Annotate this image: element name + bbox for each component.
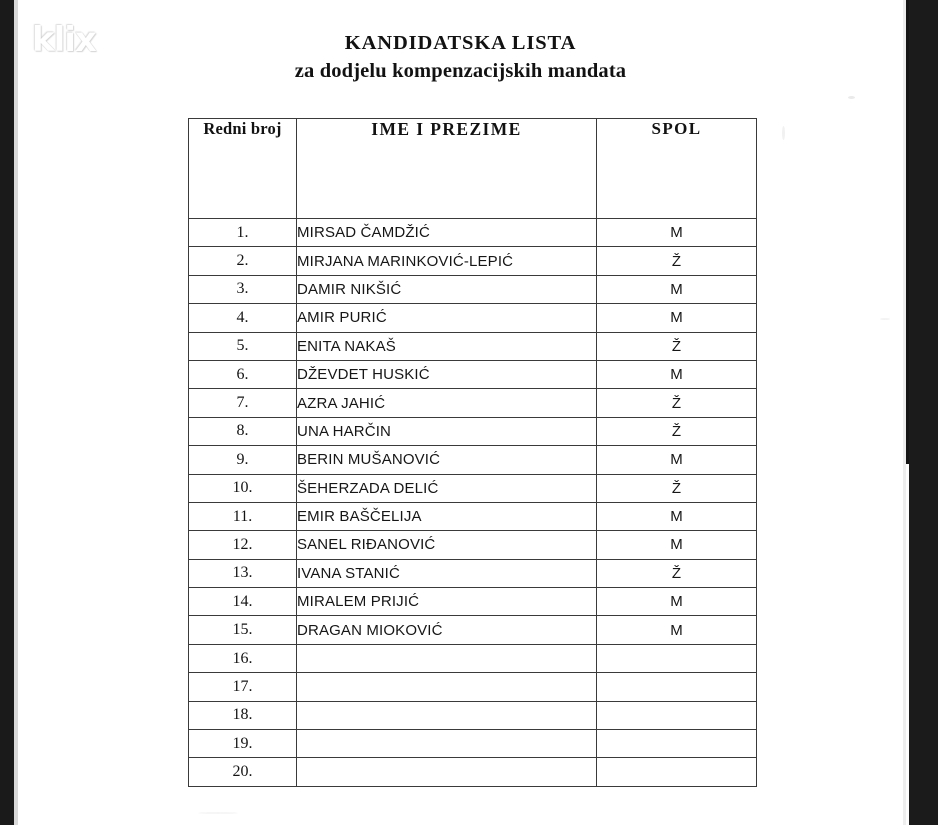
table-row bbox=[189, 616, 757, 644]
cell-row-number: 14. bbox=[189, 588, 297, 616]
cell-candidate-name: MIRSAD ČAMDŽIĆ bbox=[297, 219, 597, 247]
candidate-list-table-container bbox=[188, 118, 756, 787]
cell-candidate-name: AZRA JAHIĆ bbox=[297, 389, 597, 417]
cell-candidate-sex: Ž bbox=[597, 474, 757, 502]
scan-artifact-speck bbox=[782, 126, 785, 140]
cell-candidate-sex: M bbox=[597, 502, 757, 530]
cell-candidate-name: IVANA STANIĆ bbox=[297, 559, 597, 587]
cell-candidate-sex bbox=[597, 644, 757, 672]
cell-row-number: 16. bbox=[189, 644, 297, 672]
table-row bbox=[189, 701, 757, 729]
column-header-number bbox=[189, 119, 297, 219]
cell-candidate-sex: M bbox=[597, 446, 757, 474]
table-row bbox=[189, 247, 757, 275]
paper-sheet bbox=[18, 0, 903, 825]
cell-row-number: 15. bbox=[189, 616, 297, 644]
column-header-sex-label: SPOL bbox=[651, 119, 702, 138]
cell-candidate-name: BERIN MUŠANOVIĆ bbox=[297, 446, 597, 474]
column-header-name-label: IME I PREZIME bbox=[371, 119, 522, 139]
title-subtitle: za dodjelu kompenzacijskih mandata bbox=[294, 60, 627, 83]
scan-edge-band-right bbox=[909, 0, 938, 825]
cell-candidate-name: DRAGAN MIOKOVIĆ bbox=[297, 616, 597, 644]
table-row bbox=[189, 474, 757, 502]
table-row bbox=[189, 559, 757, 587]
cell-candidate-name: DŽEVDET HUSKIĆ bbox=[297, 360, 597, 388]
cell-candidate-sex bbox=[597, 701, 757, 729]
table-header-row bbox=[189, 119, 757, 219]
cell-row-number: 1. bbox=[189, 219, 297, 247]
cell-candidate-sex: M bbox=[597, 616, 757, 644]
cell-candidate-name: AMIR PURIĆ bbox=[297, 304, 597, 332]
cell-row-number: 20. bbox=[189, 758, 297, 786]
cell-candidate-sex bbox=[597, 758, 757, 786]
scan-artifact-speck bbox=[848, 96, 855, 99]
column-header-number-label: Redni broj bbox=[203, 119, 282, 138]
cell-candidate-sex bbox=[597, 673, 757, 701]
cell-candidate-sex: Ž bbox=[597, 559, 757, 587]
cell-row-number: 18. bbox=[189, 701, 297, 729]
table-row bbox=[189, 531, 757, 559]
cell-candidate-name bbox=[297, 673, 597, 701]
title-primary: KANDIDATSKA LISTA bbox=[344, 32, 577, 54]
document-title bbox=[18, 30, 903, 84]
cell-candidate-sex: M bbox=[597, 531, 757, 559]
cell-row-number: 12. bbox=[189, 531, 297, 559]
cell-candidate-sex: Ž bbox=[597, 247, 757, 275]
cell-candidate-name bbox=[297, 730, 597, 758]
table-row bbox=[189, 502, 757, 530]
cell-candidate-name: DAMIR NIKŠIĆ bbox=[297, 275, 597, 303]
cell-row-number: 11. bbox=[189, 502, 297, 530]
table-row bbox=[189, 360, 757, 388]
cell-candidate-name bbox=[297, 644, 597, 672]
cell-candidate-sex: M bbox=[597, 304, 757, 332]
cell-candidate-name bbox=[297, 701, 597, 729]
table-row bbox=[189, 730, 757, 758]
table-row bbox=[189, 644, 757, 672]
candidate-list-table bbox=[188, 118, 757, 787]
table-row bbox=[189, 275, 757, 303]
cell-row-number: 19. bbox=[189, 730, 297, 758]
column-header-name bbox=[297, 119, 597, 219]
table-row bbox=[189, 332, 757, 360]
scan-artifact-speck bbox=[880, 318, 890, 320]
table-row bbox=[189, 673, 757, 701]
table-row bbox=[189, 446, 757, 474]
cell-candidate-name: MIRALEM PRIJIĆ bbox=[297, 588, 597, 616]
cell-candidate-name: EMIR BAŠČELIJA bbox=[297, 502, 597, 530]
table-header bbox=[189, 119, 757, 219]
cell-candidate-sex: M bbox=[597, 219, 757, 247]
cell-row-number: 5. bbox=[189, 332, 297, 360]
table-row bbox=[189, 219, 757, 247]
cell-candidate-sex: Ž bbox=[597, 332, 757, 360]
cell-row-number: 10. bbox=[189, 474, 297, 502]
cell-candidate-name bbox=[297, 758, 597, 786]
cell-candidate-name: UNA HARČIN bbox=[297, 417, 597, 445]
cell-row-number: 3. bbox=[189, 275, 297, 303]
cell-row-number: 9. bbox=[189, 446, 297, 474]
cell-row-number: 6. bbox=[189, 360, 297, 388]
cell-candidate-name: ENITA NAKAŠ bbox=[297, 332, 597, 360]
table-row bbox=[189, 588, 757, 616]
table-row bbox=[189, 758, 757, 786]
cell-row-number: 13. bbox=[189, 559, 297, 587]
table-row bbox=[189, 417, 757, 445]
cell-row-number: 8. bbox=[189, 417, 297, 445]
cell-candidate-sex: M bbox=[597, 275, 757, 303]
cell-row-number: 7. bbox=[189, 389, 297, 417]
cell-candidate-sex: M bbox=[597, 588, 757, 616]
cell-candidate-name: SANEL RIĐANOVIĆ bbox=[297, 531, 597, 559]
klix-watermark-logo: klix bbox=[32, 20, 96, 60]
column-header-sex bbox=[597, 119, 757, 219]
scan-edge-band-left bbox=[0, 0, 14, 825]
cell-candidate-name: MIRJANA MARINKOVIĆ-LEPIĆ bbox=[297, 247, 597, 275]
cell-row-number: 4. bbox=[189, 304, 297, 332]
scan-artifact-speck bbox=[198, 812, 238, 814]
table-body bbox=[189, 219, 757, 787]
cell-row-number: 17. bbox=[189, 673, 297, 701]
cell-candidate-name: ŠEHERZADA DELIĆ bbox=[297, 474, 597, 502]
cell-candidate-sex: Ž bbox=[597, 417, 757, 445]
cell-candidate-sex: Ž bbox=[597, 389, 757, 417]
cell-row-number: 2. bbox=[189, 247, 297, 275]
table-row bbox=[189, 389, 757, 417]
table-row bbox=[189, 304, 757, 332]
cell-candidate-sex: M bbox=[597, 360, 757, 388]
cell-candidate-sex bbox=[597, 730, 757, 758]
